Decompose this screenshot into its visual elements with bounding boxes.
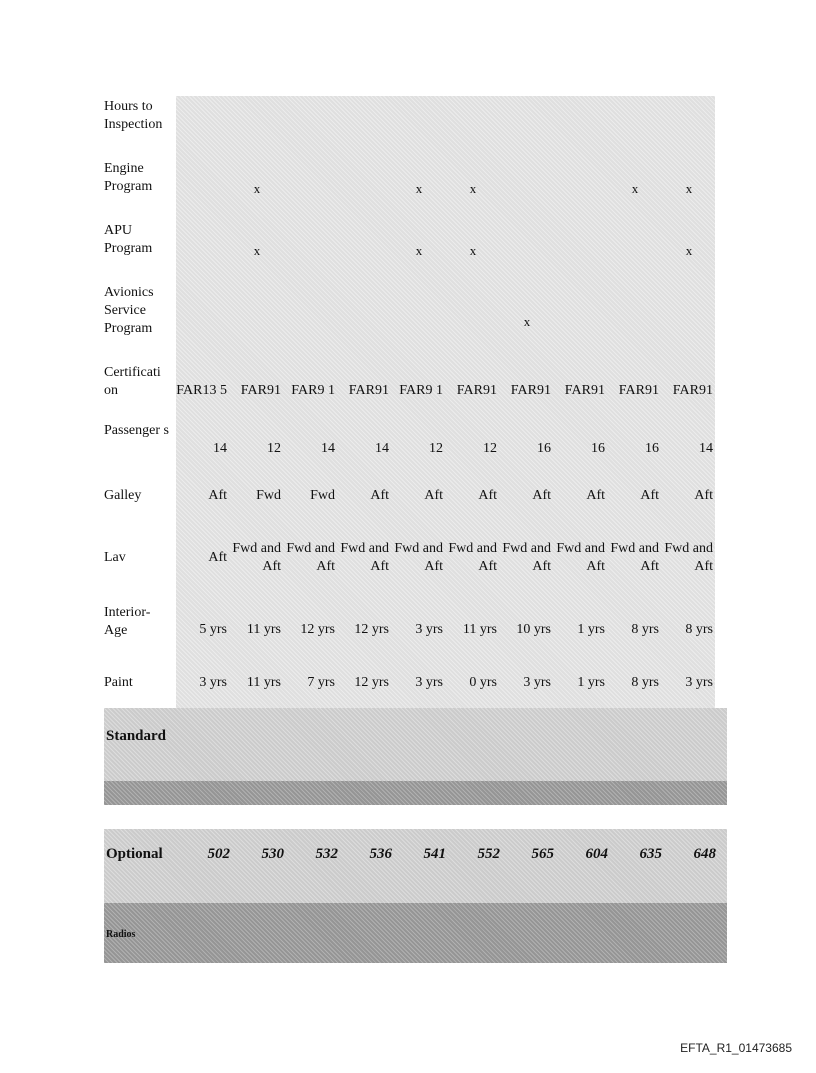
cell-mark: [338, 158, 392, 220]
cell-mark: x: [253, 243, 261, 258]
cell-mark: x: [253, 181, 261, 196]
cell-value: FAR91: [618, 383, 659, 398]
cell-mark: [176, 220, 230, 282]
row-label: Passenger s: [104, 423, 169, 438]
cell-mark: [284, 158, 338, 220]
cell-value: Aft: [532, 488, 551, 503]
cell-mark: [338, 220, 392, 282]
cell-value: 11 yrs: [246, 675, 281, 690]
cell-value: 11 yrs: [246, 622, 281, 637]
cell-value: 14: [321, 441, 335, 456]
cell-value: Aft: [370, 488, 389, 503]
cell-value: 3 yrs: [523, 675, 551, 690]
cell-mark: x: [415, 243, 423, 258]
cell-value: FAR91: [672, 383, 713, 398]
cell-value: 16: [537, 441, 551, 456]
cell-value: FAR91: [348, 383, 389, 398]
cell-mark: [500, 158, 554, 220]
row-label: Hours to Inspection: [104, 99, 163, 132]
aircraft-number: 530: [261, 846, 284, 862]
cell-value: Aft: [640, 488, 659, 503]
row-label: Galley: [104, 488, 142, 503]
cell-value: 12 yrs: [354, 675, 389, 690]
cell-value: 14: [213, 441, 227, 456]
row-paint: [104, 658, 716, 708]
standard-section-header: [104, 708, 727, 781]
cell-mark: x: [685, 181, 693, 196]
cell-value: Fwd: [256, 488, 281, 503]
row-label: Lav: [104, 550, 126, 565]
cell-value: FAR91: [510, 383, 551, 398]
cell-value: 1 yrs: [577, 622, 605, 637]
cell-value: 8 yrs: [685, 622, 713, 637]
row-galley: [104, 478, 716, 514]
cell-value: Aft: [478, 488, 497, 503]
cell-value: Fwd and Aft: [664, 541, 713, 574]
cell-value: 16: [591, 441, 605, 456]
cell-mark: [392, 282, 446, 362]
row-interior-age: [104, 602, 716, 658]
cell-value: 14: [699, 441, 713, 456]
aircraft-number: 604: [585, 846, 608, 862]
standard-section-bar: [104, 781, 727, 805]
row-passengers: [104, 420, 716, 478]
row-label: Interior- Age: [104, 605, 151, 638]
row-apu-program: [104, 220, 716, 282]
cell-value: 14: [375, 441, 389, 456]
cell-mark: [446, 282, 500, 362]
cell-value: 8 yrs: [631, 622, 659, 637]
aircraft-number: 502: [207, 846, 230, 862]
radios-section-bar: [104, 903, 727, 963]
cell-value: FAR9 1: [399, 383, 443, 398]
aircraft-number: 536: [369, 846, 392, 862]
cell-mark: x: [685, 243, 693, 258]
cell-value: 3 yrs: [199, 675, 227, 690]
cell-value: FAR91: [564, 383, 605, 398]
cell-mark: [554, 158, 608, 220]
aircraft-spec-table: [104, 96, 716, 708]
cell-value: 10 yrs: [516, 622, 551, 637]
cell-mark: [554, 220, 608, 282]
cell-value: 12 yrs: [354, 622, 389, 637]
aircraft-number: 565: [531, 846, 554, 862]
cell-value: 8 yrs: [631, 675, 659, 690]
row-label: APU Program: [104, 223, 153, 256]
row-label: Paint: [104, 675, 133, 690]
row-avionics-service-program: [104, 282, 716, 362]
cell-value: Fwd and Aft: [394, 541, 443, 574]
cell-value: Fwd and Aft: [556, 541, 605, 574]
cell-value: 16: [645, 441, 659, 456]
cell-value: 5 yrs: [199, 622, 227, 637]
cell-mark: [608, 220, 662, 282]
cell-value: 12: [483, 441, 497, 456]
cell-mark: [284, 220, 338, 282]
cell-value: Fwd: [310, 488, 335, 503]
standard-title: Standard: [106, 728, 167, 744]
aircraft-number: 635: [639, 846, 662, 862]
cell-value: Fwd and Aft: [232, 541, 281, 574]
cell-mark: x: [415, 181, 423, 196]
row-hours-to-inspection: [104, 96, 716, 158]
cell-value: Fwd and Aft: [448, 541, 497, 574]
cell-value: 7 yrs: [307, 675, 335, 690]
cell-value: Aft: [208, 550, 227, 565]
cell-value: 3 yrs: [415, 675, 443, 690]
cell-mark: [500, 220, 554, 282]
aircraft-number: 532: [315, 846, 338, 862]
optional-number-row: [104, 846, 727, 866]
cell-value: 12: [267, 441, 281, 456]
cell-value: Fwd and Aft: [286, 541, 335, 574]
cell-mark: [554, 282, 608, 362]
cell-value: FAR91: [456, 383, 497, 398]
radios-label: Radios: [106, 929, 136, 940]
cell-value: Fwd and Aft: [610, 541, 659, 574]
cell-mark: x: [469, 243, 477, 258]
cell-value: Fwd and Aft: [502, 541, 551, 574]
cell-value: FAR9 1: [291, 383, 335, 398]
row-label: Engine Program: [104, 161, 153, 194]
aircraft-number: 541: [423, 846, 446, 862]
cell-value: Fwd and Aft: [340, 541, 389, 574]
cell-mark: x: [523, 314, 531, 329]
cell-value: Aft: [208, 488, 227, 503]
cell-mark: [662, 282, 716, 362]
cell-value: 12 yrs: [300, 622, 335, 637]
cell-value: Aft: [424, 488, 443, 503]
cell-value: 0 yrs: [469, 675, 497, 690]
row-engine-program: [104, 158, 716, 220]
cell-value: 3 yrs: [685, 675, 713, 690]
cell-value: FAR13 5: [176, 383, 227, 398]
cell-mark: [176, 158, 230, 220]
cell-value: Aft: [694, 488, 713, 503]
row-label: Certificati on: [104, 365, 161, 398]
cell-value: 11 yrs: [462, 622, 497, 637]
cell-mark: [284, 282, 338, 362]
aircraft-number: 648: [693, 846, 716, 862]
cell-mark: [338, 282, 392, 362]
optional-section-header: [104, 829, 727, 903]
document-id: EFTA_R1_01473685: [680, 1041, 792, 1055]
cell-mark: [608, 282, 662, 362]
cell-mark: x: [469, 181, 477, 196]
cell-value: 1 yrs: [577, 675, 605, 690]
row-certification: [104, 362, 716, 420]
cell-value: 3 yrs: [415, 622, 443, 637]
optional-title: Optional: [106, 846, 163, 862]
cell-mark: x: [631, 181, 639, 196]
cell-value: 12: [429, 441, 443, 456]
cell-value: FAR91: [240, 383, 281, 398]
cell-value: Aft: [586, 488, 605, 503]
aircraft-number: 552: [477, 846, 500, 862]
row-label: Avionics Service Program: [104, 285, 154, 336]
cell-mark: [176, 282, 230, 362]
cell-mark: [230, 282, 284, 362]
row-lav: [104, 514, 716, 602]
